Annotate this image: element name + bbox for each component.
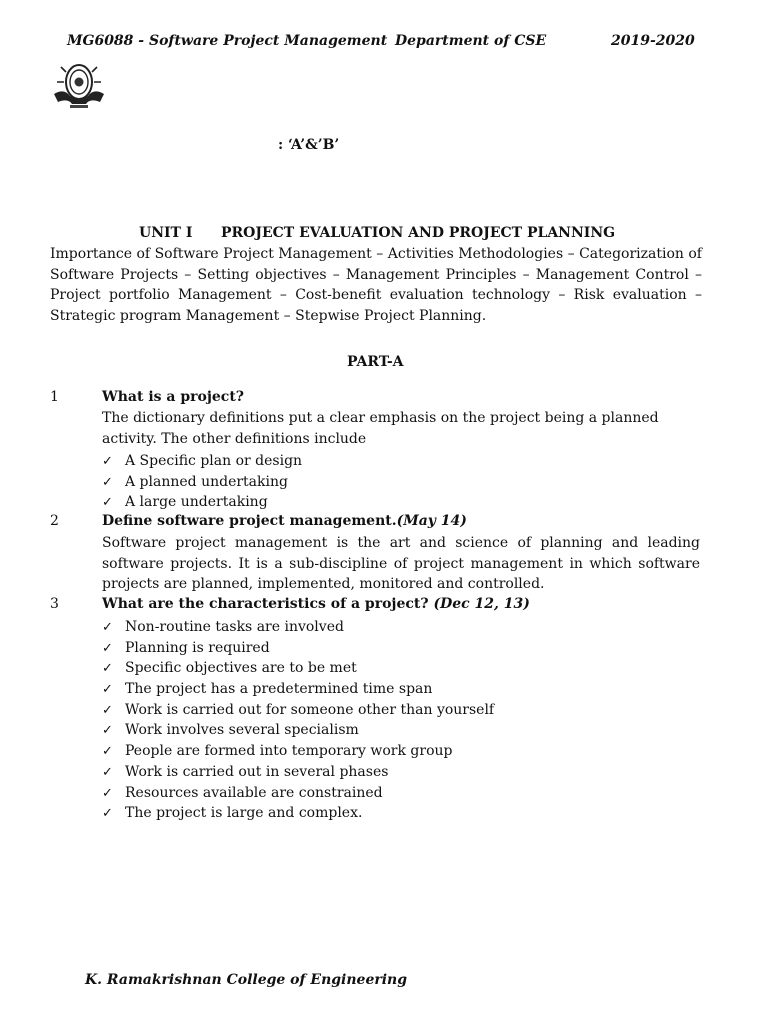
check-icon: ✓ [102,661,113,677]
list-item [102,638,700,659]
check-icon: ✓ [102,640,113,656]
list-item-text: Planning is required [125,639,270,656]
list-item-text: Resources available are constrained [125,784,383,801]
list-item [102,783,700,804]
subject-line: : ‘A’&’B’ [278,137,340,153]
question-number: 3 [50,596,59,612]
list-item [102,803,700,824]
answer-1-body: The dictionary definitions put a clear emphasis on the project being a planned activity. The other definitions include [102,410,659,447]
unit-label: UNIT I [139,225,193,241]
list-item [102,451,700,472]
unit-syllabus: Importance of Software Project Management – Activities Methodologies – Categorization of Software Projects – Setting objectives – Management Principles – Management Control – Project portfolio Management – Cost-benefit evaluation technology – Risk evaluation – Strategic program Management – Stepwise Project Planning. [50,246,702,324]
list-item [102,472,700,493]
question-title [102,596,530,612]
check-icon: ✓ [102,454,113,469]
check-icon: ✓ [102,495,113,511]
college-emblem-icon [50,58,108,112]
answer-1-list [102,451,700,513]
list-item [102,492,700,513]
check-icon: ✓ [102,764,113,780]
check-icon: ✓ [102,682,113,698]
list-item-text: The project is large and complex. [125,805,363,822]
check-icon: ✓ [102,474,113,490]
list-item-text: The project has a predetermined time span [125,681,433,698]
check-icon: ✓ [102,806,113,822]
answer-3-list [102,617,700,824]
question-title-text: What is a project? [102,389,245,405]
list-item-text: A Specific plan or design [125,453,303,469]
question-title-text: What are the characteristics of a project? [102,596,429,612]
question-number: 1 [50,389,59,405]
list-item-text: A large undertaking [125,494,268,511]
list-item-text: Work is carried out in several phases [125,763,389,780]
list-item [102,679,700,700]
check-icon: ✓ [102,723,113,739]
check-icon: ✓ [102,620,113,635]
list-item-text: A planned undertaking [125,473,288,490]
check-icon: ✓ [102,702,113,718]
question-ref: (Dec 12, 13) [428,596,530,612]
question-number: 2 [50,513,59,529]
question-ref: (May 14) [396,513,467,529]
header-year: 2019-2020 [611,33,695,49]
list-item [102,658,700,679]
part-heading: PART-A [347,354,404,370]
list-item [102,741,700,762]
list-item-text: Work is carried out for someone other than yourself [125,701,495,718]
check-icon: ✓ [102,744,113,760]
list-item-text: Non-routine tasks are involved [125,619,344,635]
list-item-text: Work involves several specialism [125,722,359,739]
question-title-text: Define software project management. [102,513,397,529]
footer-college: K. Ramakrishnan College of Engineering [85,972,408,988]
answer-2-body: Software project management is the art and science of planning and leading software projects. It is a sub-discipline of project management in which software projects are planned, implemented, monitored and controlled. [102,535,700,593]
question-title [102,389,244,405]
list-item [102,617,700,638]
list-item [102,720,700,741]
list-item [102,762,700,783]
unit-heading [139,225,615,241]
header-department: Department of CSE [395,33,547,49]
list-item-text: Specific objectives are to be met [125,660,357,677]
header-course: MG6088 - Software Project Management [67,33,388,49]
check-icon: ✓ [102,785,113,801]
unit-title: PROJECT EVALUATION AND PROJECT PLANNING [221,225,616,241]
list-item [102,700,700,721]
list-item-text: People are formed into temporary work group [125,743,453,760]
question-title [102,513,467,529]
